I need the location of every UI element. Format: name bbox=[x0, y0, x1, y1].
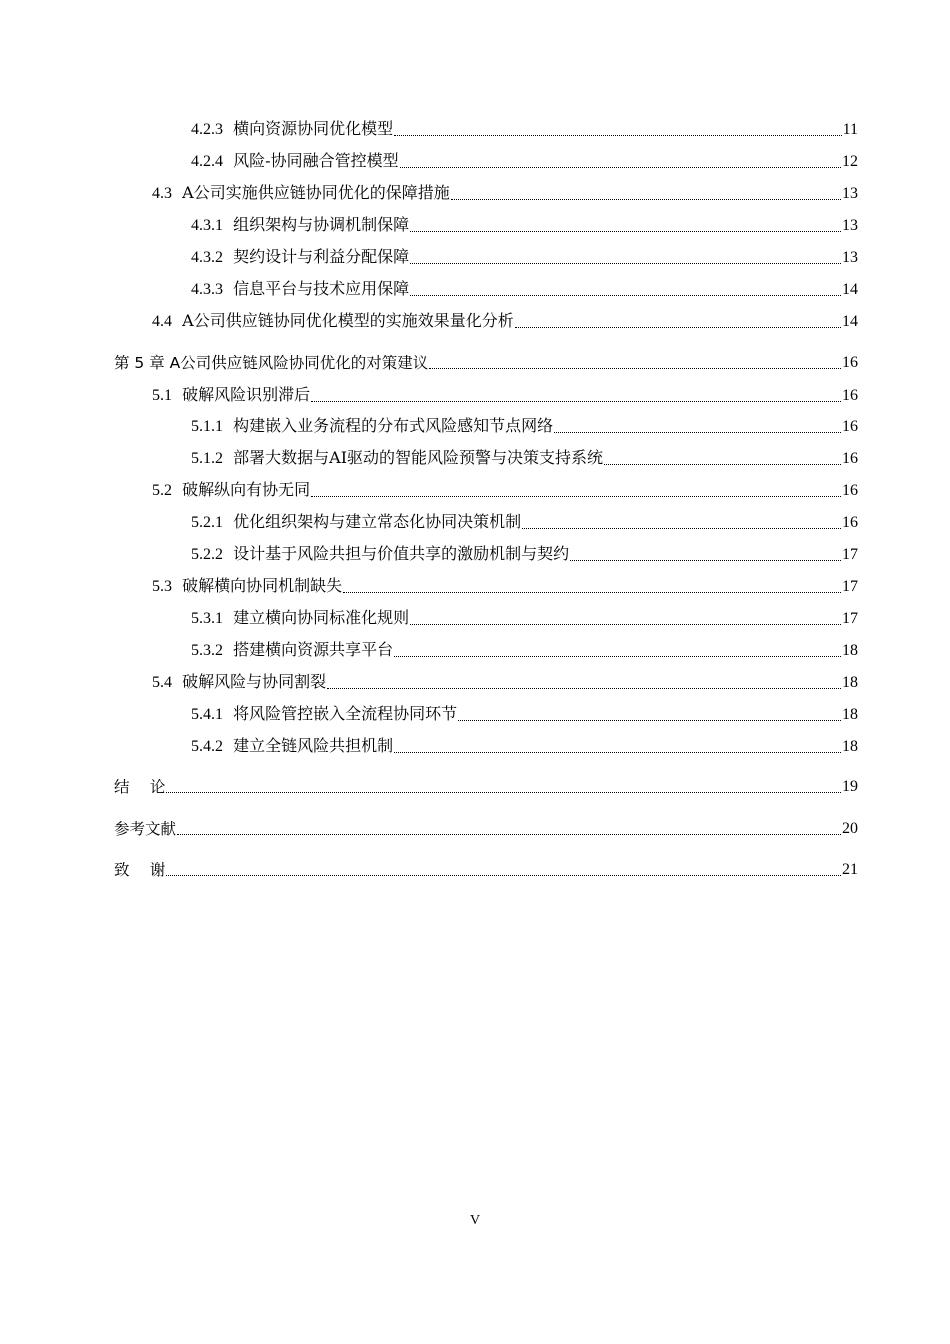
toc-leader-dots bbox=[166, 792, 841, 793]
toc-page-number: 17 bbox=[842, 578, 858, 595]
toc-entry[interactable] bbox=[114, 353, 858, 373]
toc-entry-number: 5.3.1 bbox=[191, 610, 223, 627]
toc-entry-spacer bbox=[223, 736, 233, 755]
toc-leader-dots bbox=[410, 295, 841, 296]
toc-entry-text: 设计基于风险共担与价值共享的激励机制与契约 bbox=[233, 544, 570, 563]
toc-leader-dots bbox=[394, 135, 841, 136]
toc-entry-title bbox=[191, 215, 409, 236]
toc-leader-dots bbox=[343, 592, 841, 593]
toc-entry-number: 4.3.1 bbox=[191, 217, 223, 234]
toc-entry-text: 破解横向协同机制缺失 bbox=[182, 576, 343, 595]
toc-entry[interactable] bbox=[191, 416, 858, 437]
toc-entry-number: 5.2.1 bbox=[191, 514, 223, 531]
toc-leader-dots bbox=[410, 263, 841, 264]
toc-entry-title bbox=[114, 819, 176, 839]
toc-leader-dots bbox=[604, 464, 841, 465]
toc-leader-dots bbox=[400, 167, 841, 168]
toc-entry[interactable] bbox=[191, 704, 858, 725]
toc-entry-title bbox=[114, 353, 428, 373]
toc-entry[interactable] bbox=[191, 119, 858, 140]
toc-page-number: 18 bbox=[842, 642, 858, 659]
toc-entry-title bbox=[191, 704, 457, 725]
toc-entry-text: 建立全链风险共担机制 bbox=[233, 736, 394, 755]
toc-entry[interactable] bbox=[152, 385, 858, 406]
toc-page-number: 12 bbox=[842, 153, 858, 170]
toc-page-number: 19 bbox=[842, 778, 858, 795]
toc-entry-text: 参考文献 bbox=[114, 820, 177, 838]
toc-entry-spacer bbox=[223, 151, 233, 170]
toc-entry-title bbox=[191, 247, 409, 268]
toc-entry-title bbox=[191, 151, 399, 172]
toc-entry-text: 结 论 bbox=[114, 778, 166, 796]
toc-page-number: 18 bbox=[842, 674, 858, 691]
toc-entry-text: 优化组织架构与建立常态化协同决策机制 bbox=[233, 512, 522, 531]
toc-leader-dots bbox=[410, 231, 841, 232]
toc-entry-spacer bbox=[172, 183, 182, 202]
toc-entry-number: 5.4.1 bbox=[191, 706, 223, 723]
toc-entry-spacer bbox=[223, 608, 233, 627]
toc-page-number: 17 bbox=[842, 546, 858, 563]
toc-page-number: 20 bbox=[842, 820, 858, 837]
toc-entry-spacer bbox=[223, 544, 233, 563]
toc-entry-title bbox=[191, 608, 409, 629]
toc-entry-number: 5.3 bbox=[152, 578, 172, 595]
toc-page-number: 13 bbox=[842, 185, 858, 202]
toc-leader-dots bbox=[522, 528, 841, 529]
toc-page-number: 13 bbox=[842, 217, 858, 234]
toc-entry[interactable] bbox=[191, 215, 858, 236]
toc-entry[interactable] bbox=[191, 736, 858, 757]
toc-entry[interactable] bbox=[191, 608, 858, 629]
toc-entry-text: 致 谢 bbox=[114, 861, 166, 879]
toc-entry[interactable] bbox=[191, 448, 858, 469]
toc-entry-title bbox=[191, 119, 393, 140]
toc-entry-title bbox=[114, 860, 165, 880]
toc-entry-title bbox=[191, 544, 569, 565]
toc-entry[interactable] bbox=[191, 640, 858, 661]
toc-entry-spacer bbox=[223, 512, 233, 531]
toc-entry-title bbox=[191, 448, 603, 469]
toc-entry-text: 部署大数据与AI驱动的智能风险预警与决策支持系统 bbox=[233, 448, 604, 467]
toc-entry-title bbox=[114, 777, 165, 797]
toc-entry-number: 5.1.2 bbox=[191, 450, 223, 467]
toc-entry-text: 破解纵向有协无同 bbox=[182, 480, 311, 499]
toc-entry-text: 横向资源协同优化模型 bbox=[233, 119, 394, 138]
toc-entry-spacer bbox=[223, 640, 233, 659]
toc-page-number: 16 bbox=[842, 418, 858, 435]
toc-entry[interactable] bbox=[152, 183, 858, 204]
toc-leader-dots bbox=[394, 656, 841, 657]
toc-leader-dots bbox=[311, 496, 841, 497]
toc-entry-spacer bbox=[223, 247, 233, 266]
toc-leader-dots bbox=[177, 834, 841, 835]
toc-entry-title bbox=[152, 672, 326, 693]
toc-entry-text: 构建嵌入业务流程的分布式风险感知节点网络 bbox=[233, 416, 554, 435]
toc-leader-dots bbox=[327, 688, 841, 689]
toc-entry[interactable] bbox=[191, 247, 858, 268]
toc-page-number: 17 bbox=[842, 610, 858, 627]
toc-leader-dots bbox=[554, 432, 841, 433]
toc-entry[interactable] bbox=[152, 576, 858, 597]
toc-page-number: 13 bbox=[842, 249, 858, 266]
toc-entry-title bbox=[152, 576, 342, 597]
toc-page-number: 14 bbox=[842, 281, 858, 298]
toc-leader-dots bbox=[429, 368, 841, 369]
toc-entry[interactable] bbox=[191, 151, 858, 172]
toc-entry-spacer bbox=[223, 119, 233, 138]
toc-entry-number: 5.1 bbox=[152, 387, 172, 404]
toc-page-number: 16 bbox=[842, 482, 858, 499]
toc-entry-number: 5.4.2 bbox=[191, 738, 223, 755]
toc-page-number: 11 bbox=[842, 121, 858, 138]
toc-entry-text: 搭建横向资源共享平台 bbox=[233, 640, 394, 659]
toc-entry-number: 5.1.1 bbox=[191, 418, 223, 435]
toc-entry-text: 第 5 章 A公司供应链风险协同优化的对策建议 bbox=[114, 354, 429, 372]
toc-entry[interactable] bbox=[152, 672, 858, 693]
toc-leader-dots bbox=[458, 720, 841, 721]
toc-entry-title bbox=[191, 416, 553, 437]
toc-entry[interactable] bbox=[114, 819, 858, 839]
toc-entry[interactable] bbox=[152, 480, 858, 501]
toc-leader-dots bbox=[515, 327, 841, 328]
toc-entry-text: 契约设计与利益分配保障 bbox=[233, 247, 410, 266]
toc-entry-title bbox=[191, 512, 521, 533]
toc-entry[interactable] bbox=[152, 311, 858, 332]
toc-entry[interactable] bbox=[191, 544, 858, 565]
toc-entry[interactable] bbox=[114, 860, 858, 880]
toc-entry-title bbox=[152, 183, 450, 204]
toc-entry-text: 风险-协同融合管控模型 bbox=[233, 151, 399, 170]
toc-leader-dots bbox=[166, 875, 841, 876]
toc-page-number: 18 bbox=[842, 706, 858, 723]
toc-entry-number: 5.2.2 bbox=[191, 546, 223, 563]
toc-entry-spacer bbox=[223, 416, 233, 435]
toc-leader-dots bbox=[410, 624, 841, 625]
toc-entry-title bbox=[191, 640, 393, 661]
toc-leader-dots bbox=[451, 199, 841, 200]
toc-entry-spacer bbox=[223, 279, 233, 298]
page-number: V bbox=[469, 1213, 481, 1228]
toc-entry-title bbox=[152, 311, 514, 332]
toc-entry-text: A公司实施供应链协同优化的保障措施 bbox=[182, 183, 450, 202]
toc-entry-number: 4.2.3 bbox=[191, 121, 223, 138]
toc-entry-spacer bbox=[172, 480, 182, 499]
toc-entry[interactable] bbox=[191, 279, 858, 300]
toc-page-number: 16 bbox=[842, 450, 858, 467]
toc-page-number: 16 bbox=[842, 354, 858, 371]
toc-entry[interactable] bbox=[114, 777, 858, 797]
toc-leader-dots bbox=[394, 752, 841, 753]
toc-page-number: 16 bbox=[842, 514, 858, 531]
toc-leader-dots bbox=[570, 560, 841, 561]
toc-entry-text: 破解风险识别滞后 bbox=[182, 385, 311, 404]
toc-entry-number: 4.3.2 bbox=[191, 249, 223, 266]
toc-entry-spacer bbox=[172, 672, 182, 691]
toc-entry-text: 信息平台与技术应用保障 bbox=[233, 279, 410, 298]
toc-entry-number: 5.4 bbox=[152, 674, 172, 691]
toc-page-number: 14 bbox=[842, 313, 858, 330]
toc-entry-number: 4.3.3 bbox=[191, 281, 223, 298]
toc-page-number: 16 bbox=[842, 387, 858, 404]
toc-entry-title bbox=[191, 736, 393, 757]
toc-entry-spacer bbox=[223, 448, 233, 467]
toc-entry-text: A公司供应链协同优化模型的实施效果量化分析 bbox=[182, 311, 514, 330]
toc-entry-text: 将风险管控嵌入全流程协同环节 bbox=[233, 704, 458, 723]
toc-entry-text: 建立横向协同标准化规则 bbox=[233, 608, 410, 627]
toc-page-number: 21 bbox=[842, 861, 858, 878]
toc-leader-dots bbox=[311, 401, 841, 402]
toc-entry-title bbox=[152, 480, 310, 501]
toc-entry-spacer bbox=[172, 576, 182, 595]
toc-entry-number: 4.2.4 bbox=[191, 153, 223, 170]
toc-page-number: 18 bbox=[842, 738, 858, 755]
toc-entry-number: 4.4 bbox=[152, 313, 172, 330]
toc-entry-text: 破解风险与协同割裂 bbox=[182, 672, 327, 691]
toc-entry-number: 5.3.2 bbox=[191, 642, 223, 659]
toc-entry-number: 5.2 bbox=[152, 482, 172, 499]
toc-entry-title bbox=[191, 279, 409, 300]
toc-entry[interactable] bbox=[191, 512, 858, 533]
toc-entry-spacer bbox=[223, 215, 233, 234]
toc-entry-text: 组织架构与协调机制保障 bbox=[233, 215, 410, 234]
toc-entry-spacer bbox=[223, 704, 233, 723]
toc-entry-spacer bbox=[172, 385, 182, 404]
toc-entry-title bbox=[152, 385, 310, 406]
toc-entry-number: 4.3 bbox=[152, 185, 172, 202]
toc-entry-spacer bbox=[172, 311, 182, 330]
